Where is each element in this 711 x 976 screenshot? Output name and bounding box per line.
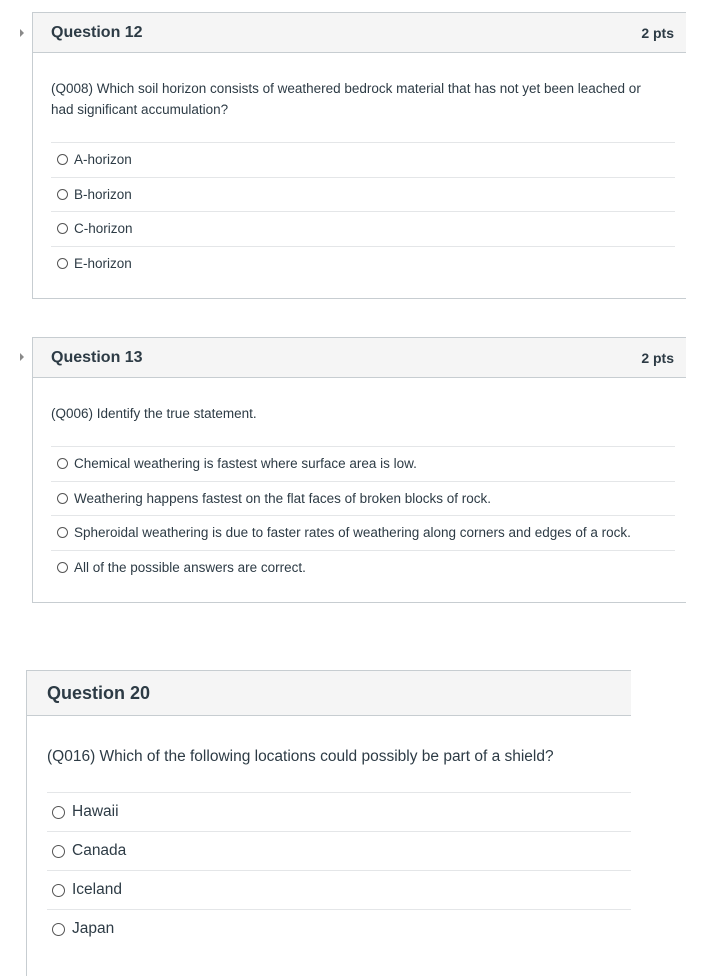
question-header xyxy=(27,671,631,716)
radio-icon[interactable] xyxy=(52,923,65,936)
answer-option[interactable] xyxy=(51,446,675,481)
answer-option[interactable] xyxy=(51,550,675,585)
answer-option[interactable] xyxy=(51,515,675,550)
question-header xyxy=(33,338,686,378)
answer-label: C-horizon xyxy=(74,221,133,237)
question-title: Question 13 xyxy=(51,348,143,366)
answer-label: Chemical weathering is fastest where surface area is low. xyxy=(74,456,417,472)
answer-option[interactable] xyxy=(51,177,675,212)
answer-label: Iceland xyxy=(72,881,122,898)
answer-option[interactable] xyxy=(47,870,631,909)
answer-label: E-horizon xyxy=(74,255,132,271)
radio-icon[interactable] xyxy=(57,527,68,538)
answer-list xyxy=(51,446,675,584)
answer-option[interactable] xyxy=(47,792,631,831)
radio-icon[interactable] xyxy=(57,493,68,504)
question-title: Question 12 xyxy=(51,23,143,41)
question-20-card xyxy=(26,670,631,976)
answer-list xyxy=(47,792,631,948)
answer-label: B-horizon xyxy=(74,186,132,202)
radio-icon[interactable] xyxy=(52,884,65,897)
question-text: (Q006) Identify the true statement. xyxy=(51,406,257,421)
answer-label: All of the possible answers are correct. xyxy=(74,559,306,575)
question-points: 2 pts xyxy=(641,24,674,41)
answer-label: Spheroidal weathering is due to faster rates of weathering along corners and edges of a rock. xyxy=(74,525,631,541)
question-title: Question 20 xyxy=(47,682,151,703)
question-flag-icon[interactable] xyxy=(20,353,24,361)
question-12-card xyxy=(32,12,686,299)
answer-option[interactable] xyxy=(47,831,631,870)
radio-icon[interactable] xyxy=(57,189,68,200)
question-13-card xyxy=(32,337,686,603)
answer-option[interactable] xyxy=(51,211,675,246)
answer-label: Canada xyxy=(72,842,127,859)
radio-icon[interactable] xyxy=(57,258,68,269)
radio-icon[interactable] xyxy=(57,562,68,573)
radio-icon[interactable] xyxy=(57,154,68,165)
answer-label: Weathering happens fastest on the flat faces of broken blocks of rock. xyxy=(74,490,491,506)
question-text: (Q016) Which of the following locations could possibly be part of a shield? xyxy=(47,748,554,765)
answer-option[interactable] xyxy=(47,909,631,948)
answer-label: A-horizon xyxy=(74,152,132,168)
answer-label: Japan xyxy=(72,920,115,937)
answer-option[interactable] xyxy=(51,481,675,516)
question-header xyxy=(33,13,686,53)
question-flag-icon[interactable] xyxy=(20,29,24,37)
answer-option[interactable] xyxy=(51,142,675,177)
radio-icon[interactable] xyxy=(52,845,65,858)
answer-label: Hawaii xyxy=(72,803,119,820)
radio-icon[interactable] xyxy=(52,806,65,819)
answer-option[interactable] xyxy=(51,246,675,281)
answer-list xyxy=(51,142,675,280)
question-text: (Q008) Which soil horizon consists of weathered bedrock material that has not yet been leached or had significant accumulation? xyxy=(51,81,641,117)
radio-icon[interactable] xyxy=(57,223,68,234)
question-points: 2 pts xyxy=(641,349,674,366)
radio-icon[interactable] xyxy=(57,458,68,469)
